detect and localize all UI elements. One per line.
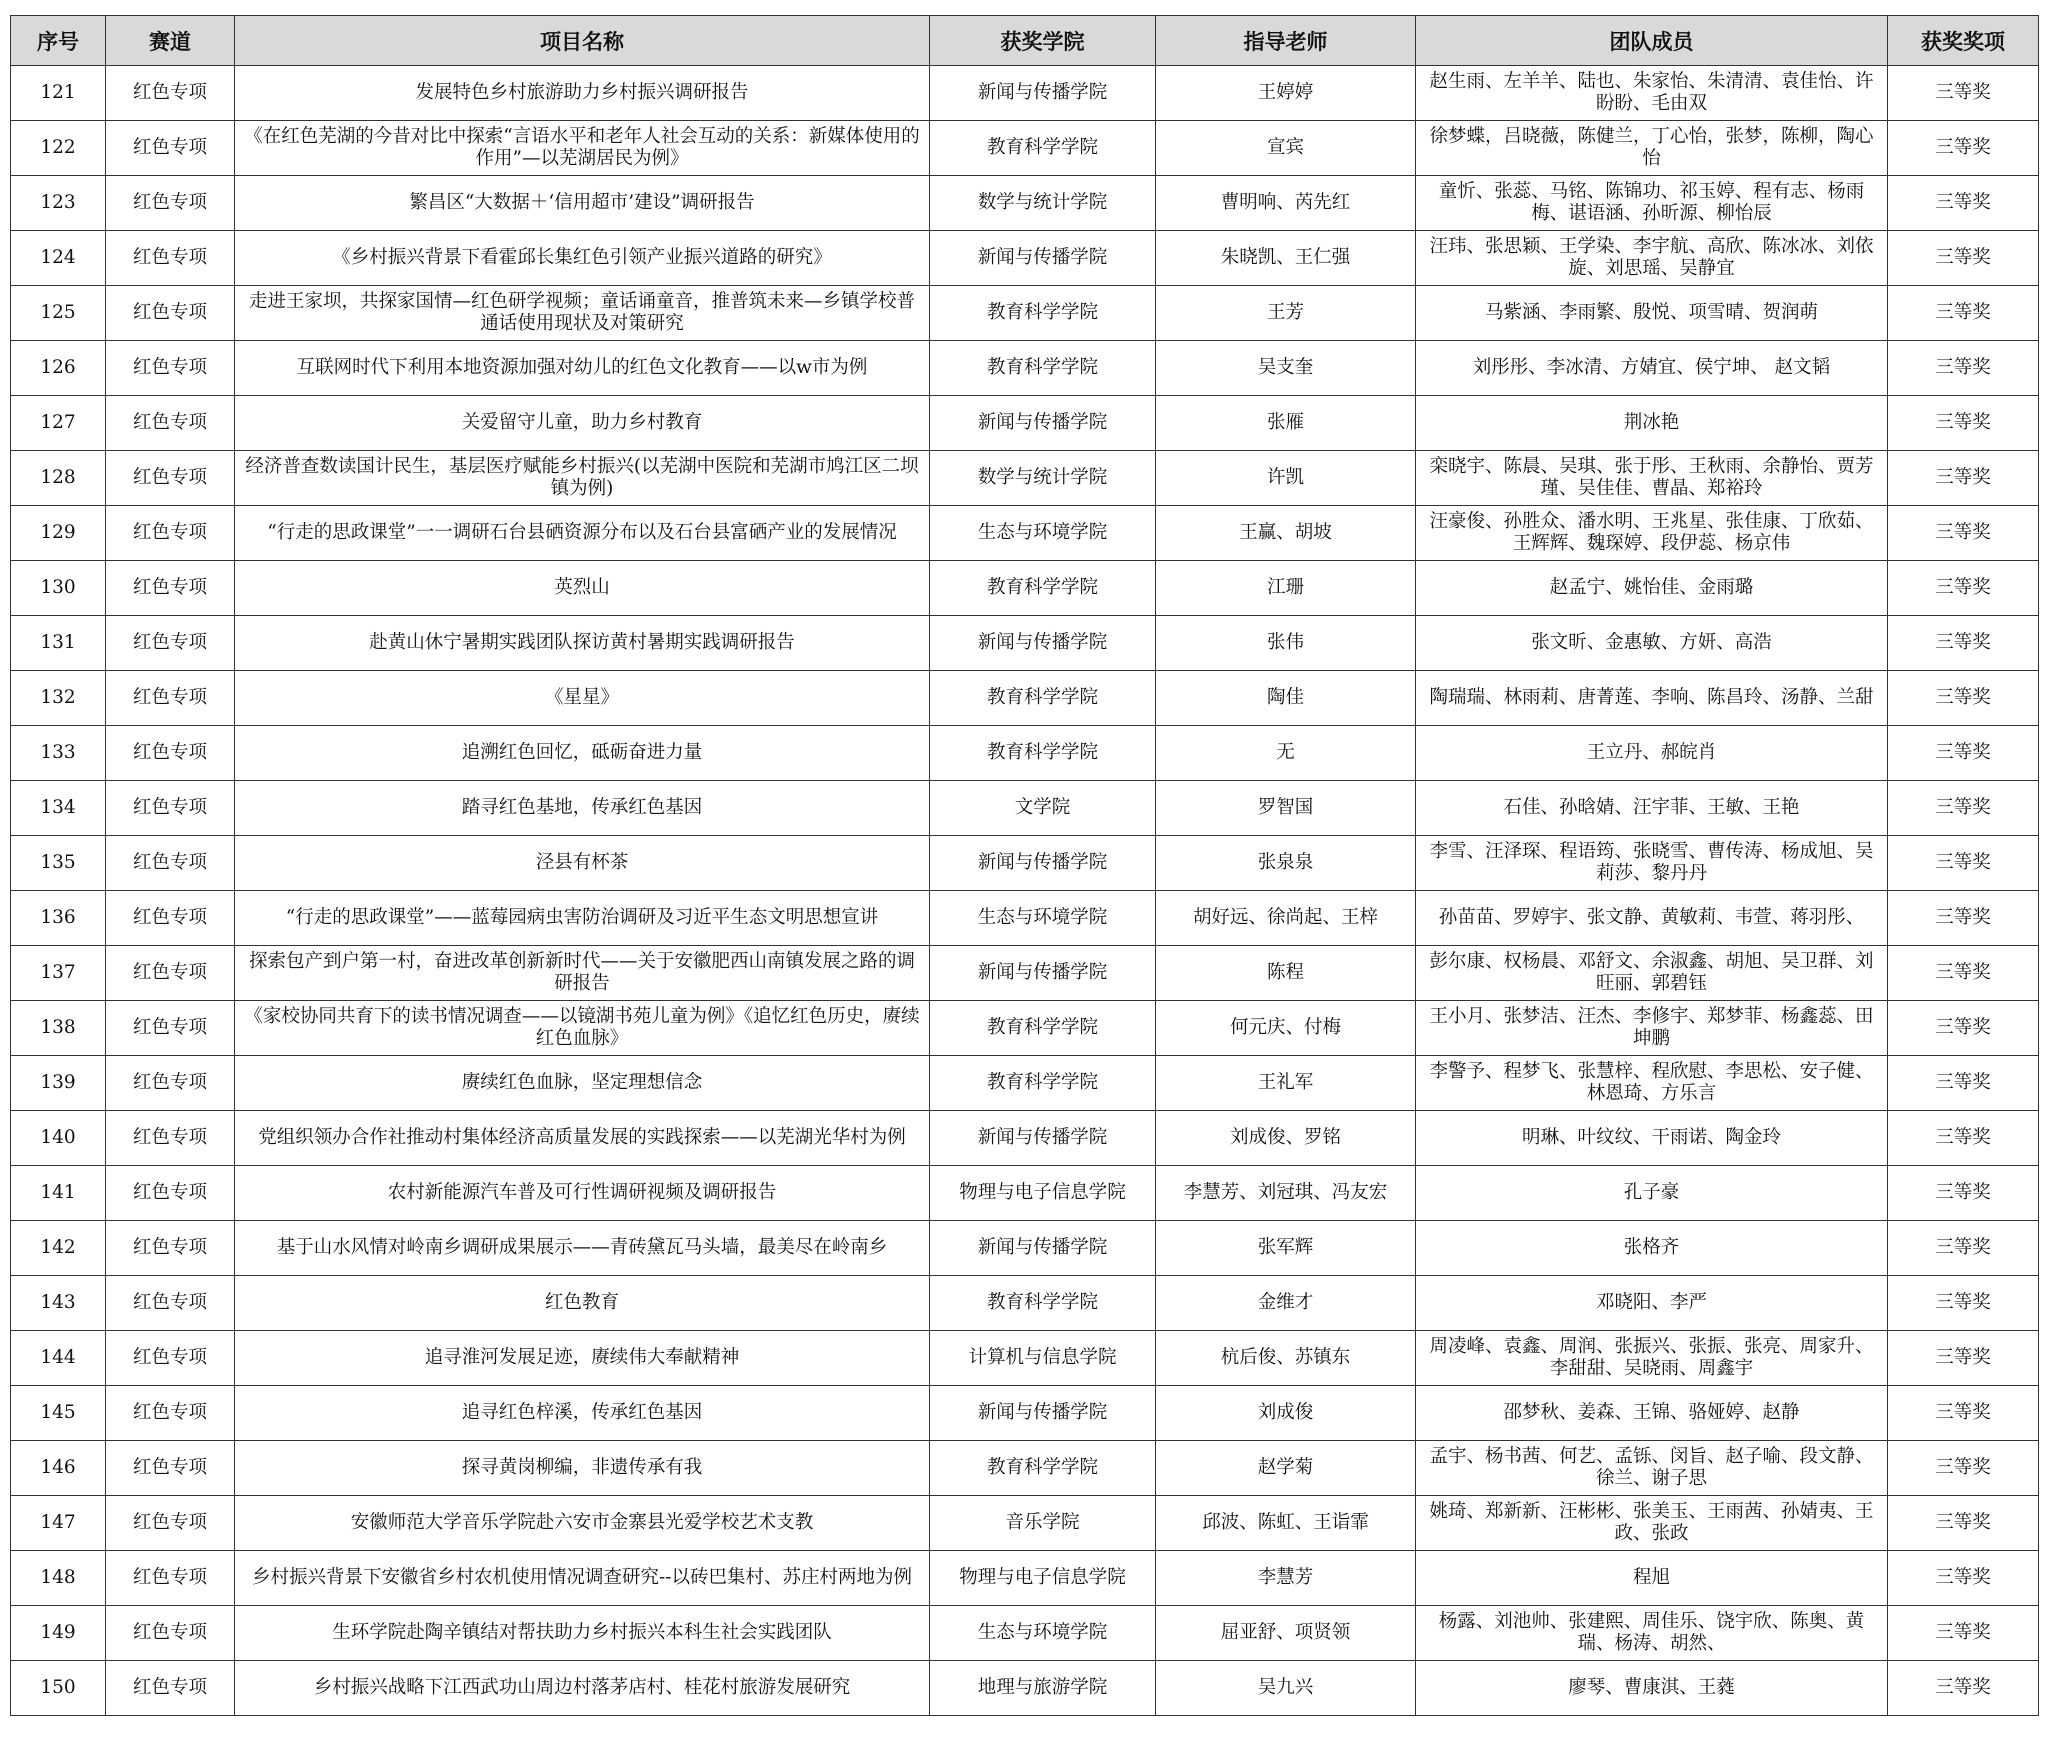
cell-award: 三等奖 bbox=[1888, 616, 2039, 671]
table-row bbox=[11, 836, 2039, 891]
cell-college: 教育科学学院 bbox=[930, 726, 1156, 781]
cell-project-name: “行走的思政课堂”——蓝莓园病虫害防治调研及习近平生态文明思想宣讲 bbox=[235, 891, 930, 946]
cell-project-name: 追寻淮河发展足迹，赓续伟大奉献精神 bbox=[235, 1331, 930, 1386]
cell-serial-number: 125 bbox=[11, 286, 106, 341]
table-row bbox=[11, 231, 2039, 286]
cell-team-members: 童忻、张蕊、马铭、陈锦功、祁玉婷、程有志、杨雨梅、谌语涵、孙昕源、柳怡辰 bbox=[1416, 176, 1888, 231]
cell-award: 三等奖 bbox=[1888, 1496, 2039, 1551]
cell-advisor: 赵学菊 bbox=[1156, 1441, 1416, 1496]
cell-team-members: 马紫涵、李雨繁、殷悦、项雪晴、贺润萌 bbox=[1416, 286, 1888, 341]
cell-track: 红色专项 bbox=[106, 1276, 235, 1331]
cell-track: 红色专项 bbox=[106, 66, 235, 121]
table-row bbox=[11, 891, 2039, 946]
cell-project-name: 安徽师范大学音乐学院赴六安市金寨县光爱学校艺术支教 bbox=[235, 1496, 930, 1551]
cell-award: 三等奖 bbox=[1888, 176, 2039, 231]
cell-team-members: 徐梦蝶，吕晓薇，陈健兰，丁心怡，张梦，陈柳，陶心怡 bbox=[1416, 121, 1888, 176]
cell-track: 红色专项 bbox=[106, 506, 235, 561]
cell-college: 教育科学学院 bbox=[930, 1276, 1156, 1331]
cell-team-members: 廖琴、曹康淇、王蕤 bbox=[1416, 1661, 1888, 1716]
table-header bbox=[11, 16, 2039, 66]
cell-project-name: 追寻红色梓溪，传承红色基因 bbox=[235, 1386, 930, 1441]
cell-serial-number: 144 bbox=[11, 1331, 106, 1386]
cell-advisor: 张伟 bbox=[1156, 616, 1416, 671]
cell-team-members: 赵生雨、左羊羊、陆也、朱家怡、朱清清、袁佳怡、许盼盼、毛由双 bbox=[1416, 66, 1888, 121]
cell-track: 红色专项 bbox=[106, 176, 235, 231]
header-serial-number: 序号 bbox=[11, 16, 106, 66]
cell-advisor: 宣宾 bbox=[1156, 121, 1416, 176]
cell-award: 三等奖 bbox=[1888, 561, 2039, 616]
cell-team-members: 汪豪俊、孙胜众、潘水明、王兆星、张佳康、丁欣茹、王辉辉、魏琛婷、段伊蕊、杨京伟 bbox=[1416, 506, 1888, 561]
cell-team-members: 周凌峰、袁鑫、周润、张振兴、张振、张亮、周家升、李甜甜、吴晓雨、周鑫宇 bbox=[1416, 1331, 1888, 1386]
cell-college: 新闻与传播学院 bbox=[930, 946, 1156, 1001]
cell-advisor: 邱波、陈虹、王诣霏 bbox=[1156, 1496, 1416, 1551]
header-row bbox=[11, 16, 2039, 66]
cell-project-name: 英烈山 bbox=[235, 561, 930, 616]
cell-project-name: 《乡村振兴背景下看霍邱长集红色引领产业振兴道路的研究》 bbox=[235, 231, 930, 286]
table-row bbox=[11, 1001, 2039, 1056]
cell-project-name: 互联网时代下利用本地资源加强对幼儿的红色文化教育——以w市为例 bbox=[235, 341, 930, 396]
cell-advisor: 江珊 bbox=[1156, 561, 1416, 616]
cell-track: 红色专项 bbox=[106, 341, 235, 396]
cell-project-name: 农村新能源汽车普及可行性调研视频及调研报告 bbox=[235, 1166, 930, 1221]
cell-serial-number: 148 bbox=[11, 1551, 106, 1606]
cell-serial-number: 133 bbox=[11, 726, 106, 781]
cell-track: 红色专项 bbox=[106, 671, 235, 726]
cell-serial-number: 138 bbox=[11, 1001, 106, 1056]
table-row bbox=[11, 121, 2039, 176]
cell-advisor: 张雁 bbox=[1156, 396, 1416, 451]
cell-project-name: 赓续红色血脉，坚定理想信念 bbox=[235, 1056, 930, 1111]
cell-project-name: 探寻黄岗柳编，非遗传承有我 bbox=[235, 1441, 930, 1496]
cell-college: 新闻与传播学院 bbox=[930, 66, 1156, 121]
cell-award: 三等奖 bbox=[1888, 121, 2039, 176]
cell-team-members: 王立丹、郝皖肖 bbox=[1416, 726, 1888, 781]
cell-college: 新闻与传播学院 bbox=[930, 231, 1156, 286]
cell-serial-number: 121 bbox=[11, 66, 106, 121]
cell-team-members: 姚琦、郑新新、汪彬彬、张美玉、王雨茜、孙婧夷、王政、张政 bbox=[1416, 1496, 1888, 1551]
cell-award: 三等奖 bbox=[1888, 781, 2039, 836]
cell-project-name: 探索包产到户第一村，奋进改革创新新时代——关于安徽肥西山南镇发展之路的调研报告 bbox=[235, 946, 930, 1001]
header-advisor: 指导老师 bbox=[1156, 16, 1416, 66]
table-row bbox=[11, 616, 2039, 671]
cell-college: 文学院 bbox=[930, 781, 1156, 836]
cell-advisor: 无 bbox=[1156, 726, 1416, 781]
cell-college: 新闻与传播学院 bbox=[930, 836, 1156, 891]
cell-track: 红色专项 bbox=[106, 1056, 235, 1111]
cell-team-members: 荆冰艳 bbox=[1416, 396, 1888, 451]
cell-college: 生态与环境学院 bbox=[930, 891, 1156, 946]
cell-team-members: 李雪、汪泽琛、程语筠、张晓雪、曹传涛、杨成旭、吴莉莎、黎丹丹 bbox=[1416, 836, 1888, 891]
cell-advisor: 罗智国 bbox=[1156, 781, 1416, 836]
cell-track: 红色专项 bbox=[106, 891, 235, 946]
cell-serial-number: 134 bbox=[11, 781, 106, 836]
cell-college: 新闻与传播学院 bbox=[930, 396, 1156, 451]
cell-award: 三等奖 bbox=[1888, 396, 2039, 451]
cell-advisor: 朱晓凯、王仁强 bbox=[1156, 231, 1416, 286]
cell-track: 红色专项 bbox=[106, 1221, 235, 1276]
cell-track: 红色专项 bbox=[106, 1001, 235, 1056]
cell-award: 三等奖 bbox=[1888, 1551, 2039, 1606]
cell-serial-number: 149 bbox=[11, 1606, 106, 1661]
cell-award: 三等奖 bbox=[1888, 341, 2039, 396]
cell-advisor: 陶佳 bbox=[1156, 671, 1416, 726]
cell-track: 红色专项 bbox=[106, 781, 235, 836]
cell-advisor: 张军辉 bbox=[1156, 1221, 1416, 1276]
cell-serial-number: 126 bbox=[11, 341, 106, 396]
cell-award: 三等奖 bbox=[1888, 726, 2039, 781]
cell-team-members: 孔子豪 bbox=[1416, 1166, 1888, 1221]
cell-award: 三等奖 bbox=[1888, 1331, 2039, 1386]
cell-team-members: 汪玮、张思颖、王学染、李宇航、高欣、陈冰冰、刘依旋、刘思瑶、吴静宜 bbox=[1416, 231, 1888, 286]
cell-award: 三等奖 bbox=[1888, 1221, 2039, 1276]
cell-project-name: 踏寻红色基地，传承红色基因 bbox=[235, 781, 930, 836]
cell-team-members: 明琳、叶纹纹、干雨诺、陶金玲 bbox=[1416, 1111, 1888, 1166]
cell-team-members: 孟宇、杨书茜、何艺、孟铄、闵旨、赵子喻、段文静、徐兰、谢子思 bbox=[1416, 1441, 1888, 1496]
cell-team-members: 彭尔康、权杨晨、邓舒文、余淑鑫、胡旭、吴卫群、刘旺丽、郭碧钰 bbox=[1416, 946, 1888, 1001]
table-row bbox=[11, 1331, 2039, 1386]
cell-advisor: 屈亚舒、项贤领 bbox=[1156, 1606, 1416, 1661]
cell-award: 三等奖 bbox=[1888, 1056, 2039, 1111]
cell-award: 三等奖 bbox=[1888, 231, 2039, 286]
cell-project-name: 追溯红色回忆，砥砺奋进力量 bbox=[235, 726, 930, 781]
cell-team-members: 陶瑞瑞、林雨莉、唐菁莲、李响、陈昌玲、汤静、兰甜 bbox=[1416, 671, 1888, 726]
table-row bbox=[11, 1441, 2039, 1496]
cell-advisor: 金维才 bbox=[1156, 1276, 1416, 1331]
cell-award: 三等奖 bbox=[1888, 506, 2039, 561]
table-row bbox=[11, 1386, 2039, 1441]
cell-project-name: 《家校协同共育下的读书情况调查——以镜湖书苑儿童为例》《追忆红色历史，赓续红色血脉》 bbox=[235, 1001, 930, 1056]
cell-award: 三等奖 bbox=[1888, 1111, 2039, 1166]
cell-award: 三等奖 bbox=[1888, 836, 2039, 891]
cell-team-members: 石佳、孙晗婧、汪宇菲、王敏、王艳 bbox=[1416, 781, 1888, 836]
cell-serial-number: 143 bbox=[11, 1276, 106, 1331]
cell-advisor: 杭后俊、苏镇东 bbox=[1156, 1331, 1416, 1386]
cell-college: 新闻与传播学院 bbox=[930, 1386, 1156, 1441]
cell-team-members: 张格齐 bbox=[1416, 1221, 1888, 1276]
cell-track: 红色专项 bbox=[106, 1386, 235, 1441]
cell-college: 新闻与传播学院 bbox=[930, 616, 1156, 671]
cell-advisor: 李慧芳、刘冠琪、冯友宏 bbox=[1156, 1166, 1416, 1221]
cell-track: 红色专项 bbox=[106, 561, 235, 616]
cell-award: 三等奖 bbox=[1888, 1386, 2039, 1441]
cell-team-members: 邓晓阳、李严 bbox=[1416, 1276, 1888, 1331]
cell-award: 三等奖 bbox=[1888, 286, 2039, 341]
cell-serial-number: 123 bbox=[11, 176, 106, 231]
cell-track: 红色专项 bbox=[106, 726, 235, 781]
cell-serial-number: 136 bbox=[11, 891, 106, 946]
table-row bbox=[11, 451, 2039, 506]
table-row bbox=[11, 1496, 2039, 1551]
table-row bbox=[11, 341, 2039, 396]
cell-advisor: 吴九兴 bbox=[1156, 1661, 1416, 1716]
cell-project-name: 泾县有杯茶 bbox=[235, 836, 930, 891]
cell-team-members: 王小月、张梦洁、汪杰、李修宇、郑梦菲、杨鑫蕊、田坤鹏 bbox=[1416, 1001, 1888, 1056]
cell-college: 生态与环境学院 bbox=[930, 506, 1156, 561]
cell-serial-number: 140 bbox=[11, 1111, 106, 1166]
cell-project-name: 赴黄山休宁暑期实践团队探访黄村暑期实践调研报告 bbox=[235, 616, 930, 671]
cell-project-name: 繁昌区“大数据＋‘信用超市’建设”调研报告 bbox=[235, 176, 930, 231]
cell-track: 红色专项 bbox=[106, 1606, 235, 1661]
cell-project-name: 党组织领办合作社推动村集体经济高质量发展的实践探索——以芜湖光华村为例 bbox=[235, 1111, 930, 1166]
cell-advisor: 胡好远、徐尚起、王梓 bbox=[1156, 891, 1416, 946]
cell-award: 三等奖 bbox=[1888, 66, 2039, 121]
table-row bbox=[11, 726, 2039, 781]
cell-award: 三等奖 bbox=[1888, 671, 2039, 726]
header-project-name: 项目名称 bbox=[235, 16, 930, 66]
cell-track: 红色专项 bbox=[106, 1166, 235, 1221]
header-award: 获奖奖项 bbox=[1888, 16, 2039, 66]
cell-advisor: 王礼军 bbox=[1156, 1056, 1416, 1111]
table-row bbox=[11, 1276, 2039, 1331]
cell-track: 红色专项 bbox=[106, 1331, 235, 1386]
cell-project-name: “行走的思政课堂”一一调研石台县硒资源分布以及石台县富硒产业的发展情况 bbox=[235, 506, 930, 561]
cell-track: 红色专项 bbox=[106, 286, 235, 341]
table-row bbox=[11, 1606, 2039, 1661]
table-row bbox=[11, 561, 2039, 616]
cell-award: 三等奖 bbox=[1888, 891, 2039, 946]
cell-serial-number: 122 bbox=[11, 121, 106, 176]
cell-college: 物理与电子信息学院 bbox=[930, 1166, 1156, 1221]
cell-advisor: 李慧芳 bbox=[1156, 1551, 1416, 1606]
table-row bbox=[11, 781, 2039, 836]
cell-track: 红色专项 bbox=[106, 616, 235, 671]
cell-college: 数学与统计学院 bbox=[930, 176, 1156, 231]
cell-project-name: 走进王家坝，共探家国情—红色研学视频；童话诵童音，推普筑未来—乡镇学校普通话使用现状及对策研究 bbox=[235, 286, 930, 341]
table-row bbox=[11, 286, 2039, 341]
cell-college: 教育科学学院 bbox=[930, 1441, 1156, 1496]
awards-table bbox=[10, 15, 2039, 1716]
cell-track: 红色专项 bbox=[106, 1441, 235, 1496]
cell-project-name: 经济普查数读国计民生，基层医疗赋能乡村振兴(以芜湖中医院和芜湖市鸠江区二坝镇为例) bbox=[235, 451, 930, 506]
cell-award: 三等奖 bbox=[1888, 1276, 2039, 1331]
header-college: 获奖学院 bbox=[930, 16, 1156, 66]
cell-college: 教育科学学院 bbox=[930, 341, 1156, 396]
cell-track: 红色专项 bbox=[106, 836, 235, 891]
cell-project-name: 发展特色乡村旅游助力乡村振兴调研报告 bbox=[235, 66, 930, 121]
cell-college: 新闻与传播学院 bbox=[930, 1111, 1156, 1166]
cell-project-name: 《星星》 bbox=[235, 671, 930, 726]
cell-track: 红色专项 bbox=[106, 451, 235, 506]
cell-serial-number: 146 bbox=[11, 1441, 106, 1496]
cell-serial-number: 130 bbox=[11, 561, 106, 616]
cell-serial-number: 137 bbox=[11, 946, 106, 1001]
cell-track: 红色专项 bbox=[106, 1551, 235, 1606]
table-row bbox=[11, 1661, 2039, 1716]
table-row bbox=[11, 671, 2039, 726]
table-row bbox=[11, 396, 2039, 451]
cell-serial-number: 132 bbox=[11, 671, 106, 726]
table-row bbox=[11, 176, 2039, 231]
cell-college: 音乐学院 bbox=[930, 1496, 1156, 1551]
cell-advisor: 王婷婷 bbox=[1156, 66, 1416, 121]
cell-serial-number: 129 bbox=[11, 506, 106, 561]
table-row bbox=[11, 1551, 2039, 1606]
cell-college: 教育科学学院 bbox=[930, 286, 1156, 341]
cell-college: 教育科学学院 bbox=[930, 1056, 1156, 1111]
cell-award: 三等奖 bbox=[1888, 1661, 2039, 1716]
cell-serial-number: 150 bbox=[11, 1661, 106, 1716]
cell-serial-number: 131 bbox=[11, 616, 106, 671]
cell-project-name: 生环学院赴陶辛镇结对帮扶助力乡村振兴本科生社会实践团队 bbox=[235, 1606, 930, 1661]
cell-project-name: 关爱留守儿童，助力乡村教育 bbox=[235, 396, 930, 451]
cell-college: 物理与电子信息学院 bbox=[930, 1551, 1156, 1606]
cell-advisor: 许凯 bbox=[1156, 451, 1416, 506]
cell-college: 计算机与信息学院 bbox=[930, 1331, 1156, 1386]
cell-award: 三等奖 bbox=[1888, 1001, 2039, 1056]
cell-award: 三等奖 bbox=[1888, 1441, 2039, 1496]
cell-project-name: 基于山水风情对岭南乡调研成果展示——青砖黛瓦马头墙，最美尽在岭南乡 bbox=[235, 1221, 930, 1276]
table-row bbox=[11, 1056, 2039, 1111]
cell-award: 三等奖 bbox=[1888, 451, 2039, 506]
cell-team-members: 孙苗苗、罗婷宇、张文静、黄敏莉、韦萱、蒋羽彤、 bbox=[1416, 891, 1888, 946]
cell-track: 红色专项 bbox=[106, 1661, 235, 1716]
cell-team-members: 程旭 bbox=[1416, 1551, 1888, 1606]
cell-track: 红色专项 bbox=[106, 1496, 235, 1551]
cell-serial-number: 128 bbox=[11, 451, 106, 506]
cell-team-members: 赵孟宁、姚怡佳、金雨璐 bbox=[1416, 561, 1888, 616]
table-row bbox=[11, 946, 2039, 1001]
cell-award: 三等奖 bbox=[1888, 1606, 2039, 1661]
cell-advisor: 刘成俊 bbox=[1156, 1386, 1416, 1441]
header-team-members: 团队成员 bbox=[1416, 16, 1888, 66]
cell-project-name: 乡村振兴战略下江西武功山周边村落茅店村、桂花村旅游发展研究 bbox=[235, 1661, 930, 1716]
cell-serial-number: 124 bbox=[11, 231, 106, 286]
cell-college: 教育科学学院 bbox=[930, 121, 1156, 176]
table-body bbox=[11, 66, 2039, 1716]
cell-college: 数学与统计学院 bbox=[930, 451, 1156, 506]
cell-advisor: 何元庆、付梅 bbox=[1156, 1001, 1416, 1056]
cell-college: 教育科学学院 bbox=[930, 1001, 1156, 1056]
cell-track: 红色专项 bbox=[106, 946, 235, 1001]
cell-track: 红色专项 bbox=[106, 1111, 235, 1166]
cell-project-name: 乡村振兴背景下安徽省乡村农机使用情况调查研究--以砖巴集村、苏庄村两地为例 bbox=[235, 1551, 930, 1606]
cell-award: 三等奖 bbox=[1888, 946, 2039, 1001]
cell-team-members: 栾晓宇、陈晨、吴琪、张于彤、王秋雨、余静怡、贾芳瑾、吴佳佳、曹晶、郑裕玲 bbox=[1416, 451, 1888, 506]
cell-college: 教育科学学院 bbox=[930, 671, 1156, 726]
cell-award: 三等奖 bbox=[1888, 1166, 2039, 1221]
cell-serial-number: 135 bbox=[11, 836, 106, 891]
cell-project-name: 《在红色芜湖的今昔对比中探索“言语水平和老年人社会互动的关系：新媒体使用的作用”—以芜湖居民为例》 bbox=[235, 121, 930, 176]
cell-advisor: 王赢、胡坡 bbox=[1156, 506, 1416, 561]
table-row bbox=[11, 66, 2039, 121]
cell-serial-number: 141 bbox=[11, 1166, 106, 1221]
table-row bbox=[11, 1111, 2039, 1166]
cell-college: 地理与旅游学院 bbox=[930, 1661, 1156, 1716]
cell-track: 红色专项 bbox=[106, 121, 235, 176]
cell-advisor: 张泉泉 bbox=[1156, 836, 1416, 891]
cell-team-members: 李警予、程梦飞、张慧梓、程欣慰、李思松、安子健、林恩琦、方乐言 bbox=[1416, 1056, 1888, 1111]
cell-advisor: 陈程 bbox=[1156, 946, 1416, 1001]
cell-team-members: 杨露、刘池帅、张建熙、周佳乐、饶宇欣、陈奥、黄瑞、杨涛、胡然、 bbox=[1416, 1606, 1888, 1661]
cell-serial-number: 145 bbox=[11, 1386, 106, 1441]
cell-team-members: 邵梦秋、姜森、王锦、骆娅婷、赵静 bbox=[1416, 1386, 1888, 1441]
cell-serial-number: 147 bbox=[11, 1496, 106, 1551]
cell-track: 红色专项 bbox=[106, 231, 235, 286]
cell-advisor: 刘成俊、罗铭 bbox=[1156, 1111, 1416, 1166]
cell-advisor: 王芳 bbox=[1156, 286, 1416, 341]
cell-team-members: 张文昕、金惠敏、方妍、高浩 bbox=[1416, 616, 1888, 671]
cell-advisor: 吴支奎 bbox=[1156, 341, 1416, 396]
cell-college: 教育科学学院 bbox=[930, 561, 1156, 616]
cell-track: 红色专项 bbox=[106, 396, 235, 451]
header-track: 赛道 bbox=[106, 16, 235, 66]
table-row bbox=[11, 506, 2039, 561]
cell-college: 生态与环境学院 bbox=[930, 1606, 1156, 1661]
cell-project-name: 红色教育 bbox=[235, 1276, 930, 1331]
cell-team-members: 刘彤彤、李冰清、方婧宜、侯宁坤、 赵文韬 bbox=[1416, 341, 1888, 396]
cell-advisor: 曹明响、芮先红 bbox=[1156, 176, 1416, 231]
cell-serial-number: 127 bbox=[11, 396, 106, 451]
cell-serial-number: 142 bbox=[11, 1221, 106, 1276]
cell-college: 新闻与传播学院 bbox=[930, 1221, 1156, 1276]
cell-serial-number: 139 bbox=[11, 1056, 106, 1111]
table-row bbox=[11, 1221, 2039, 1276]
table-row bbox=[11, 1166, 2039, 1221]
